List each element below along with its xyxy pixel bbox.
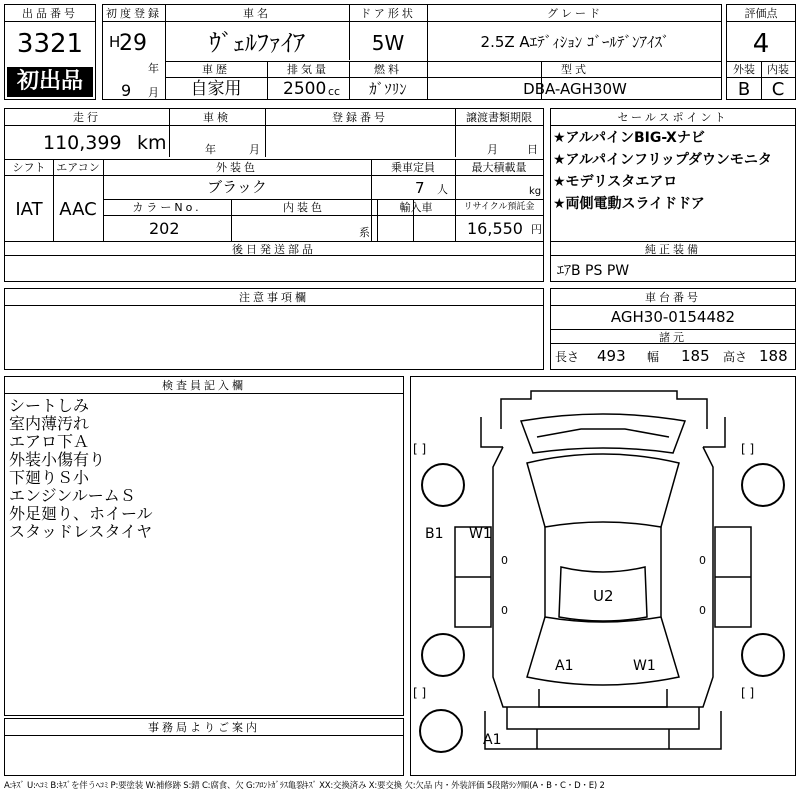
height: 188 — [759, 347, 788, 365]
bracket-mark: [ ] — [413, 442, 427, 456]
seats-unit: 人 — [437, 183, 448, 196]
inspector-note: 外足廻り、ホイール — [9, 504, 153, 523]
car-outline — [411, 377, 795, 775]
inspector-label: 検査員記入欄 — [162, 379, 246, 392]
inspector-box — [4, 376, 404, 716]
chassis-label: 車台番号 — [645, 291, 701, 304]
inspector-note: シートしみ — [9, 396, 90, 415]
damage-mark: B1 — [425, 526, 444, 542]
score-box — [726, 4, 796, 100]
mileage-unit: km — [137, 132, 167, 154]
history-label: 車歴 — [202, 63, 230, 76]
history: 自家用 — [190, 79, 242, 99]
exterior-grade: B — [737, 79, 751, 100]
office-box — [4, 718, 404, 776]
length-label: 長さ — [555, 350, 580, 364]
width: 185 — [681, 347, 710, 365]
car-name-label: 車名 — [243, 7, 271, 20]
reg-year: 29 — [119, 31, 147, 56]
inspection-year-unit: 年 — [205, 143, 216, 156]
sales-points-label: セールスポイント — [617, 111, 729, 124]
wheel-rear-right — [741, 633, 785, 677]
model-label: 型式 — [561, 63, 589, 76]
chassis-number: AGH30-0154482 — [610, 308, 736, 326]
sales-points-box — [550, 108, 796, 282]
recycle-fee: 16,550 — [467, 219, 523, 238]
lot-number-box — [4, 4, 96, 100]
exterior-color: ブラック — [207, 178, 267, 196]
interior-color-suffix: 系 — [359, 226, 370, 239]
load-label: 最大積載量 — [471, 161, 527, 174]
seats-label: 乗車定員 — [391, 161, 435, 174]
inspection-label: 車検 — [203, 111, 231, 124]
first-reg-label: 初度登録 — [106, 7, 162, 20]
legend: A:ｷｽﾞ U:ﾍｺﾐ B:ｷｽﾞを伴うﾍｺﾐ P:要塗装 W:補修跡 S:錆 C:腐食、欠 G:ﾌﾛﾝﾄｶﾞﾗｽ亀裂ｷｽﾞ XX:交換済み X:要交換 欠:欠品 内・外装評価 5段階ﾗﾝｸ順(A・B・C・D・E) 2 — [4, 781, 605, 791]
notes-label: 注意事項欄 — [239, 291, 309, 304]
bracket-mark: [ ] — [413, 686, 427, 700]
load-unit: kg — [529, 186, 542, 197]
mileage-label: 走行 — [73, 111, 101, 124]
notes-box — [4, 288, 544, 370]
sales-point-item: ★アルパインフリップダウンモニタ — [553, 152, 772, 168]
transfer-label: 譲渡書類期限 — [466, 111, 532, 124]
score: 4 — [752, 29, 770, 59]
recycle-label: リサイクル預託金 — [463, 202, 535, 212]
interior-grade: C — [771, 79, 785, 100]
height-label: 高さ — [723, 350, 748, 364]
displacement-unit: cc — [328, 85, 341, 98]
era: H — [109, 33, 121, 51]
grade-label: グレード — [547, 7, 603, 20]
inspector-note: エンジンルームＳ — [9, 486, 136, 505]
wheel-front-right — [741, 463, 785, 507]
damage-mark: 0 — [699, 554, 706, 567]
seats: 7 — [415, 179, 425, 197]
transfer-month-unit: 月 — [487, 143, 498, 156]
length: 493 — [597, 347, 626, 365]
color-no: 202 — [149, 219, 180, 238]
inspector-note: 下廻りＳ小 — [9, 468, 90, 487]
specs-label: 諸元 — [659, 331, 687, 344]
color-no-label: カラーNo. — [132, 201, 202, 214]
reg-month-unit: 月 — [148, 86, 159, 99]
damage-mark: A1 — [483, 732, 502, 748]
shift-label: シフト — [12, 161, 46, 174]
door-type: 5W — [371, 31, 405, 55]
details-table — [4, 108, 544, 282]
wheel-spare — [419, 709, 463, 753]
first-listing-text: 初出品 — [16, 69, 83, 94]
shift: IAT — [15, 199, 43, 220]
bracket-mark: [ ] — [741, 686, 755, 700]
displacement-label: 排気量 — [287, 63, 329, 76]
inspector-note: エアロ下Ａ — [9, 432, 90, 451]
inspection-month-unit: 月 — [249, 143, 260, 156]
interior-grade-label: 内装 — [767, 63, 789, 76]
lot-number: 3321 — [16, 29, 84, 59]
sales-point-item: ★アルパインBIG-Xナビ — [553, 130, 705, 146]
damage-mark: 0 — [501, 554, 508, 567]
reg-month: 9 — [121, 81, 132, 100]
model-code: DBA-AGH30W — [523, 80, 627, 98]
wheel-rear-left — [421, 633, 465, 677]
inspector-note: 室内薄汚れ — [9, 414, 90, 433]
damage-mark: U2 — [593, 587, 614, 605]
chassis-box — [550, 288, 796, 370]
damage-mark: 0 — [699, 604, 706, 617]
vehicle-header-table — [102, 4, 722, 100]
fuel: ｶﾞｿﾘﾝ — [369, 80, 407, 98]
later-parts-label: 後日発送部品 — [232, 243, 316, 256]
equipment: ｴｱB PS PW — [557, 263, 630, 279]
reg-number-label: 登録番号 — [332, 111, 388, 124]
office-label: 事務局よりご案内 — [148, 721, 260, 734]
inspector-note: 外装小傷有り — [9, 450, 106, 469]
car-name: ｳﾞｪﾙﾌｧｲｱ — [209, 29, 305, 57]
damage-mark: A1 — [555, 658, 574, 674]
inspector-note: スタッドレスタイヤ — [9, 522, 153, 541]
ac: AAC — [59, 199, 97, 220]
fuel-label: 燃料 — [374, 63, 402, 76]
exterior-grade-label: 外装 — [733, 63, 755, 76]
reg-year-unit: 年 — [148, 62, 159, 75]
lot-number-label: 出品番号 — [22, 7, 78, 20]
equipment-label: 純正装備 — [645, 243, 701, 256]
damage-mark: W1 — [633, 658, 656, 674]
displacement: 2500 — [283, 79, 327, 99]
damage-mark: W1 — [469, 526, 492, 542]
sales-point-item: ★両側電動スライドドア — [553, 196, 705, 212]
door-label: ドア形状 — [360, 7, 416, 20]
width-label: 幅 — [647, 350, 660, 364]
transfer-day-unit: 日 — [527, 143, 538, 156]
damage-mark: 0 — [501, 604, 508, 617]
sales-point-item: ★モデリスタエアロ — [553, 174, 678, 190]
score-label: 評価点 — [744, 7, 778, 20]
interior-color-label: 内装色 — [283, 201, 325, 214]
wheel-front-left — [421, 463, 465, 507]
recycle-unit: 円 — [531, 223, 542, 236]
mileage: 110,399 — [43, 132, 122, 154]
exterior-color-label: 外装色 — [216, 161, 258, 174]
grade: 2.5Z Aｴﾃﾞｨｼｮﾝ ｺﾞｰﾙﾃﾞﾝｱｲｽﾞ — [480, 33, 670, 51]
ac-label: エアコン — [56, 161, 100, 174]
vehicle-diagram — [410, 376, 796, 776]
import-label: 輸入車 — [399, 201, 433, 214]
bracket-mark: [ ] — [741, 442, 755, 456]
